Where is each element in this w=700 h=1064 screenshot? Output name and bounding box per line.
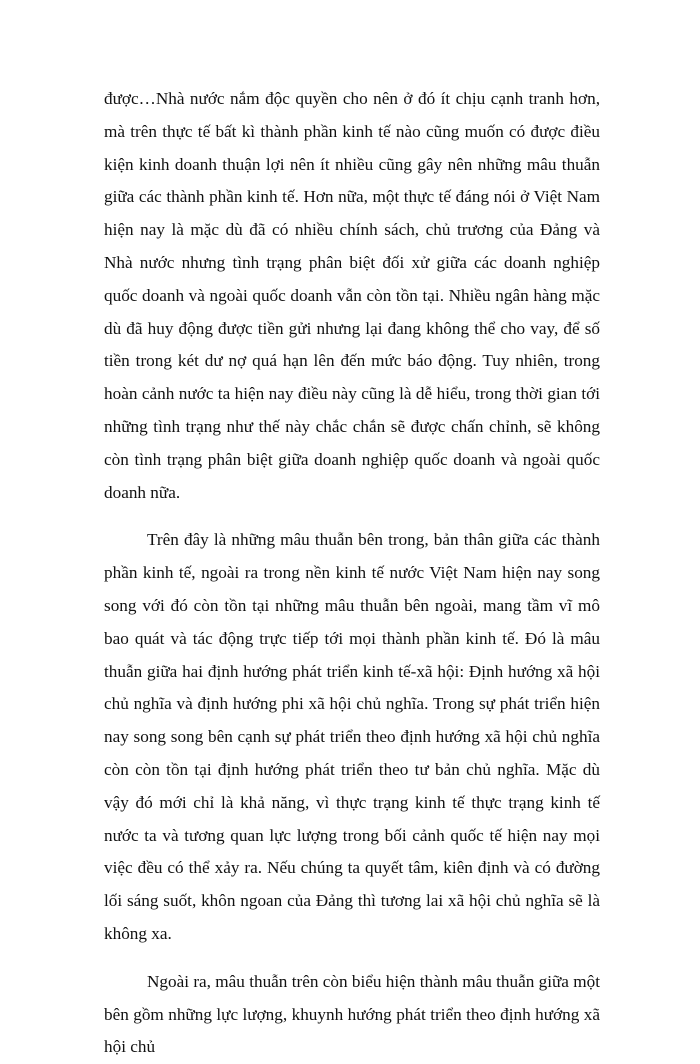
paragraph-3: Ngoài ra, mâu thuẫn trên còn biểu hiện thành mâu thuẫn giữa một bên gồm những lực lượng, khuynh hướng phát triển theo định hướng xã hội chủ [104,971,600,1057]
paragraph-1: được…Nhà nước nắm độc quyền cho nên ở đó ít chịu cạnh tranh hơn, mà trên thực tế bất kì thành phần kinh tế nào cũng muốn có được điều kiện kinh doanh thuận lợi nên ít nhiều cũng gây nên những mâu thuẫn giữa các thành phần kinh tế. Hơn nữa, một thực tế đáng nói ở Việt Nam hiện nay là mặc dù đã có nhiều chính sách, chủ trương của Đảng và Nhà nước nhưng tình trạng phân biệt đối xử giữa các doanh nghiệp quốc doanh và ngoài quốc doanh vẫn còn tồn tại. Nhiều ngân hàng mặc dù đã huy động được tiền gửi nhưng lại đang không thể cho vay, để số tiền trong két dư nợ quá hạn lên đến mức báo động. Tuy nhiên, trong hoàn cảnh nước ta hiện nay điều này cũng là dễ hiểu, trong thời gian tới những tình trạng như thế này chắc chắn sẽ được chấn chỉnh, sẽ không còn tình trạng phân biệt giữa doanh nghiệp quốc doanh và ngoài quốc doanh nữa. [104,89,600,502]
document-body [104,83,600,1064]
paragraph-2: Trên đây là những mâu thuẫn bên trong, bản thân giữa các thành phần kinh tế, ngoài ra trong nền kinh tế nước Việt Nam hiện nay song song với đó còn tồn tại những mâu thuẫn bên ngoài, mang tầm vĩ mô bao quát và tác động trực tiếp tới mọi thành phần kinh tế. Đó là mâu thuẫn giữa hai định hướng phát triển kinh tế-xã hội: Định hướng xã hội chủ nghĩa và định hướng phi xã hội chủ nghĩa. Trong sự phát triển hiện nay song song bên cạnh sự phát triển theo định hướng xã hội chủ nghĩa còn còn tồn tại định hướng phát triển theo tư bản chủ nghĩa. Mặc dù vậy đó mới chỉ là khả năng, vì thực trạng kinh tế thực trạng kinh tế nước ta và tương quan lực lượng trong bối cảnh quốc tế hiện nay mọi việc đều có thể xảy ra. Nếu chúng ta quyết tâm, kiên định và có đường lối sáng suốt, khôn ngoan của Đảng thì tương lai xã hội chủ nghĩa sẽ là không xa. [104,530,600,943]
